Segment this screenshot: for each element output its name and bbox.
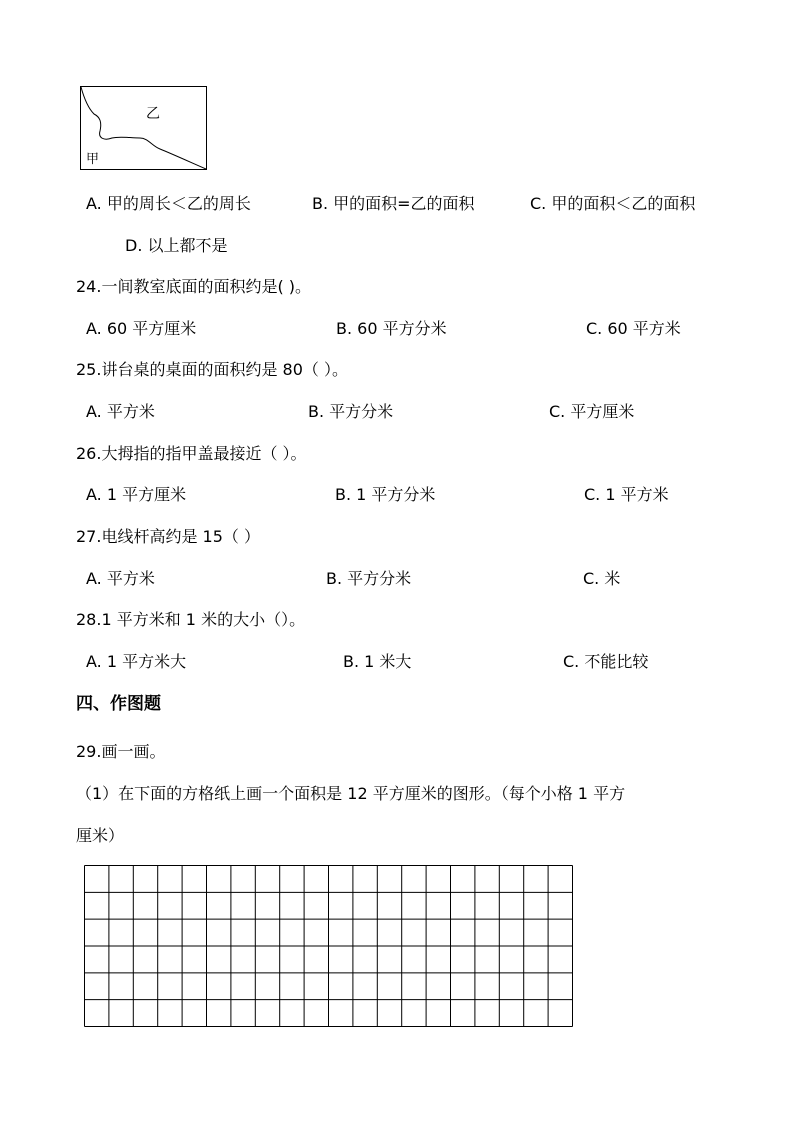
q27-option-c: C. 米: [583, 569, 621, 588]
q23-option-c: C. 甲的面积＜乙的面积: [530, 194, 696, 213]
label-jia: 甲: [86, 152, 100, 167]
q24-question: 24.一间教室底面的面积约是( )。: [76, 277, 312, 296]
q28-option-c: C. 不能比较: [563, 652, 649, 671]
q28-option-b: B. 1 米大: [343, 652, 412, 671]
label-yi: 乙: [146, 106, 160, 122]
shape-figure: [80, 86, 207, 174]
q27-option-b: B. 平方分米: [326, 569, 412, 588]
q23-option-b: B. 甲的面积=乙的面积: [312, 194, 475, 213]
q26-option-a: A. 1 平方厘米: [86, 485, 187, 504]
q23-option-a: A. 甲的周长＜乙的周长: [86, 194, 251, 213]
q26-question: 26.大拇指的指甲盖最接近（ ）。: [76, 444, 307, 463]
q25-option-a: A. 平方米: [86, 402, 155, 421]
grid-paper[interactable]: [84, 865, 574, 1032]
section-heading: 四、作图题: [76, 694, 161, 714]
q26-option-b: B. 1 平方分米: [335, 485, 436, 504]
q29-sub1-line1: （1）在下面的方格纸上画一个面积是 12 平方厘米的图形。（每个小格 1 平方: [76, 784, 626, 803]
q26-option-c: C. 1 平方米: [584, 485, 669, 504]
q25-question: 25.讲台桌的桌面的面积约是 80（ ）。: [76, 360, 348, 379]
q24-option-c: C. 60 平方米: [586, 319, 681, 338]
q24-option-b: B. 60 平方分米: [336, 319, 447, 338]
q24-option-a: A. 60 平方厘米: [86, 319, 197, 338]
q28-question: 28.1 平方米和 1 米的大小（）。: [76, 610, 306, 629]
q23-option-d: D. 以上都不是: [125, 236, 228, 255]
q28-option-a: A. 1 平方米大: [86, 652, 187, 671]
q27-question: 27.电线杆高约是 15（ ）: [76, 527, 260, 546]
q25-option-c: C. 平方厘米: [549, 402, 635, 421]
q27-option-a: A. 平方米: [86, 569, 155, 588]
q29-sub1-line2: 厘米）: [76, 826, 125, 845]
q29-question: 29.画一画。: [76, 742, 166, 761]
q25-option-b: B. 平方分米: [308, 402, 394, 421]
